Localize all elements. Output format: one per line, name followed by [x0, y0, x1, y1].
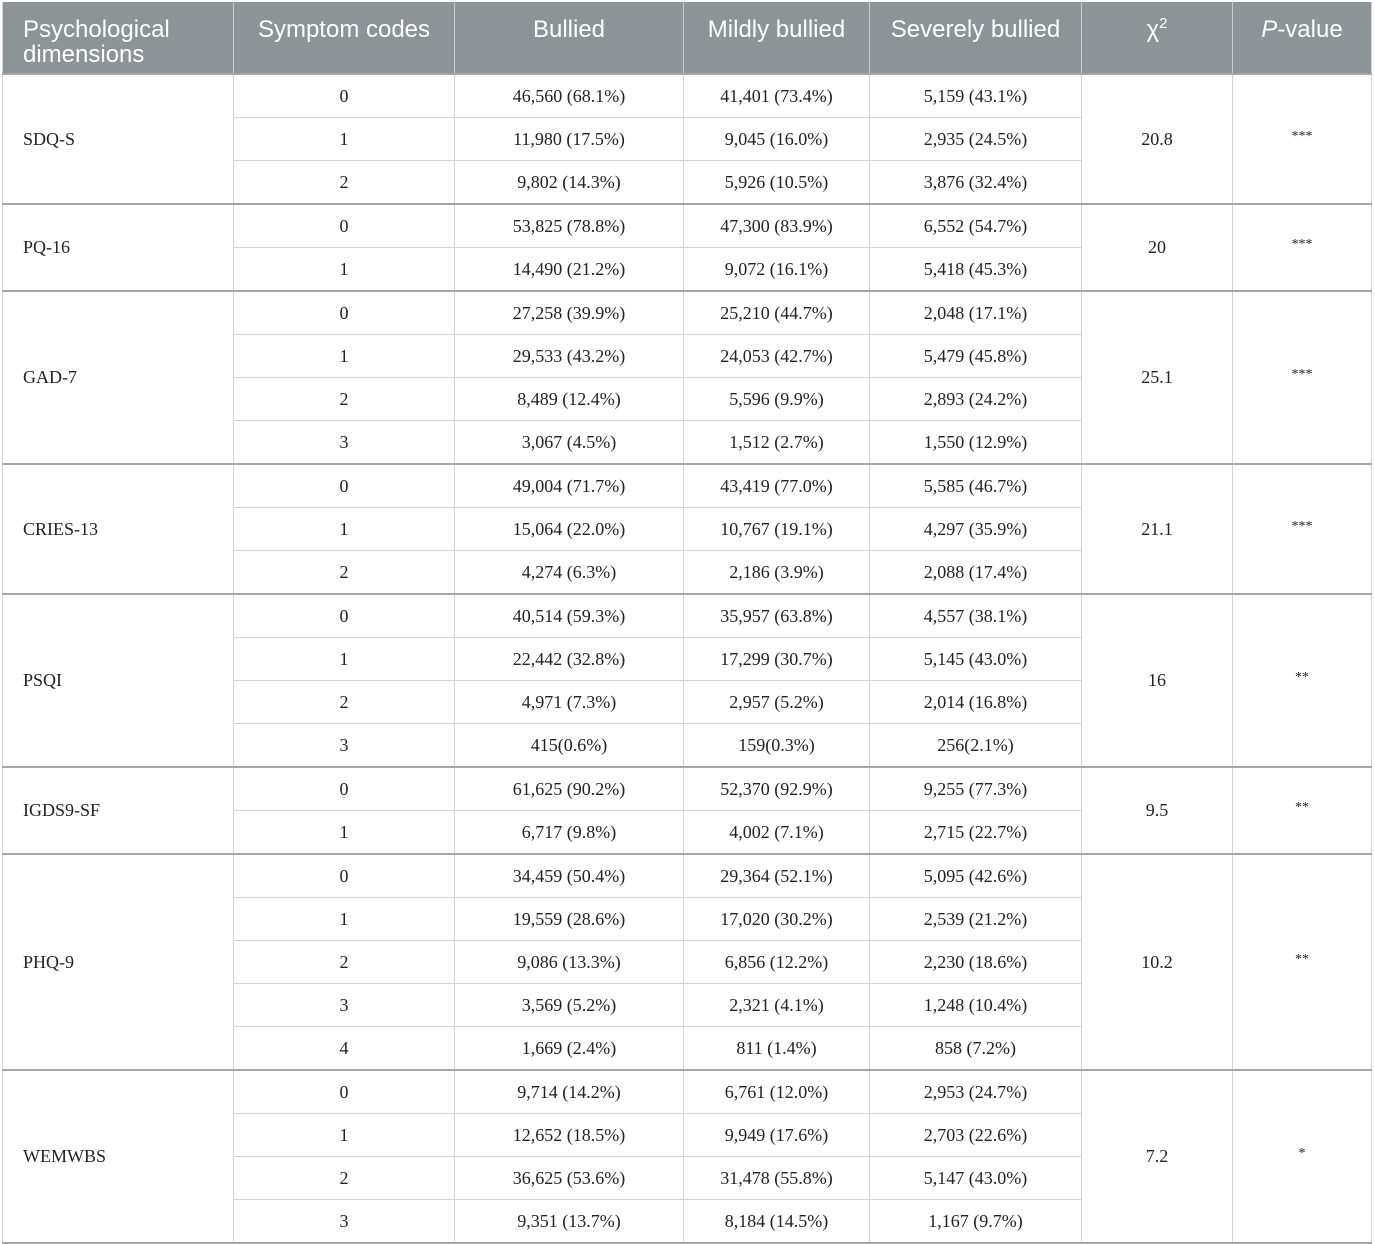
- dimension-cell: GAD-7: [3, 291, 234, 464]
- symptom-code-cell: 0: [234, 767, 455, 811]
- chi-square-cell: 25.1: [1082, 291, 1233, 464]
- chi-exponent: 2: [1159, 15, 1168, 32]
- symptom-code-cell: 0: [234, 854, 455, 898]
- table-header: [3, 2, 1372, 74]
- severely-bullied-cell: 1,167 (9.7%): [870, 1200, 1082, 1244]
- symptom-code-cell: 0: [234, 594, 455, 638]
- chi-square-cell: 21.1: [1082, 464, 1233, 594]
- significance-stars: ***: [1291, 518, 1313, 534]
- header-symptom-codes: Symptom codes: [234, 2, 455, 74]
- bullied-cell: 3,569 (5.2%): [455, 984, 684, 1027]
- bullied-cell: 29,533 (43.2%): [455, 335, 684, 378]
- symptom-code-cell: 3: [234, 421, 455, 465]
- mildly-bullied-cell: 31,478 (55.8%): [684, 1157, 870, 1200]
- significance-stars: ***: [1291, 128, 1313, 144]
- severely-bullied-cell: 2,715 (22.7%): [870, 811, 1082, 855]
- mildly-bullied-cell: 9,949 (17.6%): [684, 1114, 870, 1157]
- symptom-code-cell: 0: [234, 291, 455, 335]
- mildly-bullied-cell: 43,419 (77.0%): [684, 464, 870, 508]
- severely-bullied-cell: 2,893 (24.2%): [870, 378, 1082, 421]
- results-table: [2, 2, 1372, 1244]
- severely-bullied-cell: 2,048 (17.1%): [870, 291, 1082, 335]
- severely-bullied-cell: 5,585 (46.7%): [870, 464, 1082, 508]
- header-bullied: Bullied: [455, 2, 684, 74]
- table-body: [3, 74, 1372, 1243]
- header-chi-square: [1082, 2, 1233, 74]
- severely-bullied-cell: 1,550 (12.9%): [870, 421, 1082, 465]
- bullied-cell: 1,669 (2.4%): [455, 1027, 684, 1071]
- bullied-cell: 34,459 (50.4%): [455, 854, 684, 898]
- dimension-cell: IGDS9-SF: [3, 767, 234, 854]
- bullied-cell: 61,625 (90.2%): [455, 767, 684, 811]
- header-row: [3, 2, 1372, 74]
- bullied-cell: 9,714 (14.2%): [455, 1070, 684, 1114]
- dimension-cell: CRIES-13: [3, 464, 234, 594]
- p-value-cell: [1233, 464, 1372, 594]
- mildly-bullied-cell: 6,761 (12.0%): [684, 1070, 870, 1114]
- severely-bullied-cell: 3,876 (32.4%): [870, 161, 1082, 205]
- mildly-bullied-cell: 52,370 (92.9%): [684, 767, 870, 811]
- table-row: [3, 1070, 1372, 1114]
- mildly-bullied-cell: 24,053 (42.7%): [684, 335, 870, 378]
- bullied-cell: 12,652 (18.5%): [455, 1114, 684, 1157]
- severely-bullied-cell: 858 (7.2%): [870, 1027, 1082, 1071]
- symptom-code-cell: 1: [234, 811, 455, 855]
- mildly-bullied-cell: 25,210 (44.7%): [684, 291, 870, 335]
- bullied-cell: 9,802 (14.3%): [455, 161, 684, 205]
- severely-bullied-cell: 5,145 (43.0%): [870, 638, 1082, 681]
- significance-stars: ***: [1291, 237, 1313, 252]
- severely-bullied-cell: 2,230 (18.6%): [870, 941, 1082, 984]
- mildly-bullied-cell: 9,045 (16.0%): [684, 118, 870, 161]
- chi-square-cell: 10.2: [1082, 854, 1233, 1070]
- bullied-cell: 9,086 (13.3%): [455, 941, 684, 984]
- symptom-code-cell: 1: [234, 638, 455, 681]
- chi-square-cell: 20.8: [1082, 74, 1233, 204]
- severely-bullied-cell: 2,539 (21.2%): [870, 898, 1082, 941]
- bullied-cell: 8,489 (12.4%): [455, 378, 684, 421]
- significance-stars: ***: [1291, 367, 1313, 382]
- severely-bullied-cell: 2,703 (22.6%): [870, 1114, 1082, 1157]
- symptom-code-cell: 1: [234, 248, 455, 292]
- bullied-cell: 6,717 (9.8%): [455, 811, 684, 855]
- bullied-cell: 53,825 (78.8%): [455, 204, 684, 248]
- severely-bullied-cell: 5,095 (42.6%): [870, 854, 1082, 898]
- symptom-code-cell: 2: [234, 1157, 455, 1200]
- severely-bullied-cell: 1,248 (10.4%): [870, 984, 1082, 1027]
- bullied-cell: 27,258 (39.9%): [455, 291, 684, 335]
- bullied-cell: 49,004 (71.7%): [455, 464, 684, 508]
- mildly-bullied-cell: 17,020 (30.2%): [684, 898, 870, 941]
- p-value-cell: [1233, 1070, 1372, 1243]
- symptom-code-cell: 0: [234, 74, 455, 118]
- mildly-bullied-cell: 1,512 (2.7%): [684, 421, 870, 465]
- mildly-bullied-cell: 9,072 (16.1%): [684, 248, 870, 292]
- p-value-cell: [1233, 204, 1372, 291]
- p-value-cell: [1233, 594, 1372, 767]
- severely-bullied-cell: 256(2.1%): [870, 724, 1082, 768]
- bullied-cell: 4,971 (7.3%): [455, 681, 684, 724]
- bullied-cell: 40,514 (59.3%): [455, 594, 684, 638]
- mildly-bullied-cell: 811 (1.4%): [684, 1027, 870, 1071]
- significance-stars: *: [1298, 1146, 1306, 1161]
- table-row: [3, 204, 1372, 248]
- mildly-bullied-cell: 6,856 (12.2%): [684, 941, 870, 984]
- mildly-bullied-cell: 10,767 (19.1%): [684, 508, 870, 551]
- bullied-cell: 415(0.6%): [455, 724, 684, 768]
- symptom-code-cell: 1: [234, 898, 455, 941]
- bullied-cell: 15,064 (22.0%): [455, 508, 684, 551]
- header-severely-bullied: Severely bullied: [870, 2, 1082, 74]
- dimension-cell: WEMWBS: [3, 1070, 234, 1243]
- symptom-code-cell: 1: [234, 335, 455, 378]
- severely-bullied-cell: 5,159 (43.1%): [870, 74, 1082, 118]
- bullied-cell: 4,274 (6.3%): [455, 551, 684, 595]
- dimension-cell: PSQI: [3, 594, 234, 767]
- symptom-code-cell: 1: [234, 508, 455, 551]
- table-row: [3, 291, 1372, 335]
- mildly-bullied-cell: 35,957 (63.8%): [684, 594, 870, 638]
- mildly-bullied-cell: 41,401 (73.4%): [684, 74, 870, 118]
- symptom-code-cell: 0: [234, 1070, 455, 1114]
- significance-stars: **: [1295, 670, 1309, 685]
- severely-bullied-cell: 2,088 (17.4%): [870, 551, 1082, 595]
- severely-bullied-cell: 2,935 (24.5%): [870, 118, 1082, 161]
- mildly-bullied-cell: 2,957 (5.2%): [684, 681, 870, 724]
- dimension-cell: PHQ-9: [3, 854, 234, 1070]
- table-row: [3, 854, 1372, 898]
- table-row: [3, 767, 1372, 811]
- chi-square-cell: 16: [1082, 594, 1233, 767]
- mildly-bullied-cell: 47,300 (83.9%): [684, 204, 870, 248]
- severely-bullied-cell: 9,255 (77.3%): [870, 767, 1082, 811]
- significance-stars: **: [1295, 800, 1309, 815]
- bullied-cell: 19,559 (28.6%): [455, 898, 684, 941]
- chi-square-cell: 7.2: [1082, 1070, 1233, 1243]
- chi-square-cell: 20: [1082, 204, 1233, 291]
- severely-bullied-cell: 6,552 (54.7%): [870, 204, 1082, 248]
- severely-bullied-cell: 5,479 (45.8%): [870, 335, 1082, 378]
- header-p-value: [1233, 2, 1372, 74]
- bullied-cell: 46,560 (68.1%): [455, 74, 684, 118]
- symptom-code-cell: 2: [234, 681, 455, 724]
- symptom-code-cell: 3: [234, 724, 455, 768]
- mildly-bullied-cell: 5,926 (10.5%): [684, 161, 870, 205]
- symptom-code-cell: 2: [234, 378, 455, 421]
- symptom-code-cell: 0: [234, 204, 455, 248]
- bullied-cell: 11,980 (17.5%): [455, 118, 684, 161]
- mildly-bullied-cell: 5,596 (9.9%): [684, 378, 870, 421]
- severely-bullied-cell: 2,953 (24.7%): [870, 1070, 1082, 1114]
- p-value-cell: [1233, 74, 1372, 204]
- symptom-code-cell: 2: [234, 161, 455, 205]
- symptom-code-cell: 0: [234, 464, 455, 508]
- chi-square-cell: 9.5: [1082, 767, 1233, 854]
- bullied-cell: 3,067 (4.5%): [455, 421, 684, 465]
- table-row: [3, 594, 1372, 638]
- p-italic: P: [1261, 16, 1278, 43]
- symptom-code-cell: 1: [234, 118, 455, 161]
- mildly-bullied-cell: 4,002 (7.1%): [684, 811, 870, 855]
- p-value-cell: [1233, 854, 1372, 1070]
- mildly-bullied-cell: 29,364 (52.1%): [684, 854, 870, 898]
- mildly-bullied-cell: 2,321 (4.1%): [684, 984, 870, 1027]
- dimension-cell: PQ-16: [3, 204, 234, 291]
- symptom-code-cell: 1: [234, 1114, 455, 1157]
- mildly-bullied-cell: 159(0.3%): [684, 724, 870, 768]
- symptom-code-cell: 3: [234, 984, 455, 1027]
- severely-bullied-cell: 4,297 (35.9%): [870, 508, 1082, 551]
- table-row: [3, 74, 1372, 118]
- bullied-cell: 22,442 (32.8%): [455, 638, 684, 681]
- bullied-cell: 36,625 (53.6%): [455, 1157, 684, 1200]
- dimension-cell: SDQ-S: [3, 74, 234, 204]
- symptom-code-cell: 3: [234, 1200, 455, 1244]
- symptom-code-cell: 4: [234, 1027, 455, 1071]
- severely-bullied-cell: 5,147 (43.0%): [870, 1157, 1082, 1200]
- bullied-cell: 9,351 (13.7%): [455, 1200, 684, 1244]
- bullied-cell: 14,490 (21.2%): [455, 248, 684, 292]
- header-dimension: Psychological dimensions: [3, 2, 234, 74]
- symptom-code-cell: 2: [234, 551, 455, 595]
- p-value-cell: [1233, 767, 1372, 854]
- chi-symbol: χ: [1146, 16, 1160, 43]
- severely-bullied-cell: 4,557 (38.1%): [870, 594, 1082, 638]
- mildly-bullied-cell: 17,299 (30.7%): [684, 638, 870, 681]
- table-row: [3, 464, 1372, 508]
- severely-bullied-cell: 2,014 (16.8%): [870, 681, 1082, 724]
- p-value-cell: [1233, 291, 1372, 464]
- severely-bullied-cell: 5,418 (45.3%): [870, 248, 1082, 292]
- mildly-bullied-cell: 2,186 (3.9%): [684, 551, 870, 595]
- mildly-bullied-cell: 8,184 (14.5%): [684, 1200, 870, 1244]
- header-mildly-bullied: Mildly bullied: [684, 2, 870, 74]
- significance-stars: **: [1295, 951, 1309, 967]
- p-suffix: -value: [1277, 16, 1343, 43]
- symptom-code-cell: 2: [234, 941, 455, 984]
